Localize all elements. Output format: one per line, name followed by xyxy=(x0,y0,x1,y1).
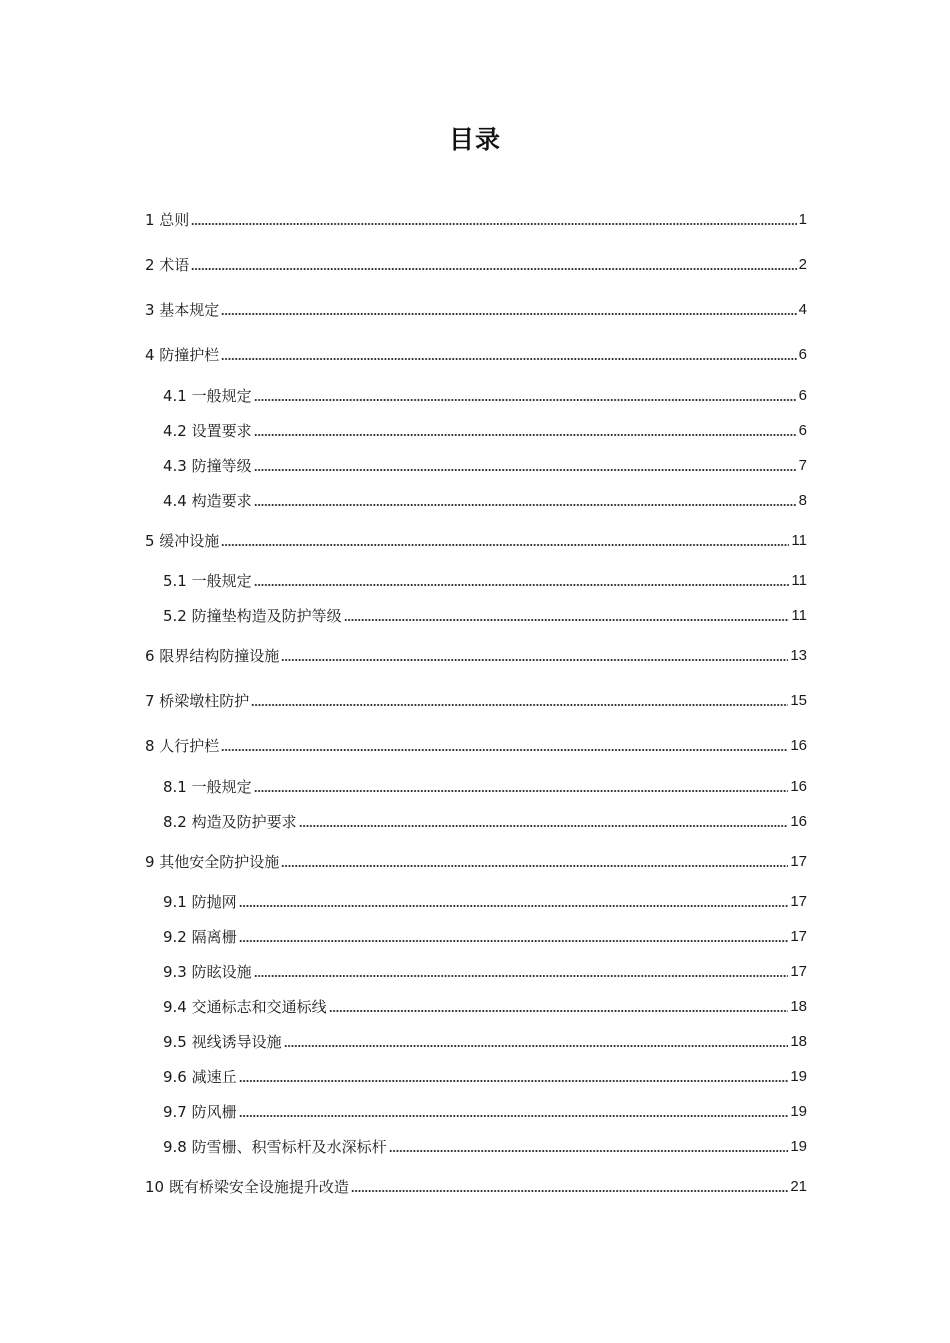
toc-entry[interactable] xyxy=(163,1100,807,1122)
toc-entry[interactable] xyxy=(163,1135,807,1157)
toc-entry[interactable] xyxy=(163,569,807,591)
toc-entry[interactable] xyxy=(145,208,807,230)
toc-dot-leader xyxy=(389,1148,789,1153)
toc-entry[interactable] xyxy=(163,454,807,476)
toc-entry[interactable] xyxy=(145,1175,807,1197)
toc-entry-page-number: 16 xyxy=(790,778,807,795)
toc-entry-label: 4.3 防撞等级 xyxy=(163,457,252,475)
toc-entry-page-number: 16 xyxy=(790,737,807,754)
toc-dot-leader xyxy=(351,1188,788,1193)
toc-entry-label: 1 总则 xyxy=(145,211,190,229)
toc-entry-page-number: 6 xyxy=(798,422,807,439)
toc-dot-leader xyxy=(254,432,797,437)
toc-entry[interactable] xyxy=(145,529,807,551)
toc-dot-leader xyxy=(251,702,788,707)
toc-entry-page-number: 1 xyxy=(798,211,807,228)
toc-entry-label: 3 基本规定 xyxy=(145,301,220,319)
toc-entry-page-number: 4 xyxy=(798,301,807,318)
toc-entry-label: 7 桥梁墩柱防护 xyxy=(145,692,250,710)
toc-entry-label: 9.1 防抛网 xyxy=(163,893,237,911)
toc-entry[interactable] xyxy=(145,850,807,872)
toc-entry[interactable] xyxy=(163,1065,807,1087)
toc-dot-leader xyxy=(221,356,796,361)
toc-entry[interactable] xyxy=(163,604,807,626)
toc-dot-leader xyxy=(191,266,796,271)
page-title: 目录 xyxy=(448,125,501,154)
toc-entry-page-number: 19 xyxy=(790,1103,807,1120)
toc-entry-label: 9.3 防眩设施 xyxy=(163,963,252,981)
toc-entry[interactable] xyxy=(145,689,807,711)
toc-entry-page-number: 2 xyxy=(798,256,807,273)
toc-entry-label: 5.2 防撞垫构造及防护等级 xyxy=(163,607,342,625)
toc-dot-leader xyxy=(254,502,797,507)
toc-entry[interactable] xyxy=(163,489,807,511)
toc-entry-page-number: 11 xyxy=(791,572,807,589)
toc-entry-page-number: 6 xyxy=(798,387,807,404)
toc-entry[interactable] xyxy=(163,384,807,406)
toc-entry-label: 5 缓冲设施 xyxy=(145,532,220,550)
toc-dot-leader xyxy=(221,542,789,547)
toc-entry[interactable] xyxy=(163,960,807,982)
toc-entry-label: 9.7 防风栅 xyxy=(163,1103,237,1121)
toc-dot-leader xyxy=(281,657,788,662)
toc-entry-page-number: 16 xyxy=(790,813,807,830)
toc-entry-page-number: 7 xyxy=(798,457,807,474)
toc-entry-page-number: 11 xyxy=(791,532,807,549)
toc-dot-leader xyxy=(254,397,797,402)
toc-entry-page-number: 11 xyxy=(791,607,807,624)
toc-entry-label: 5.1 一般规定 xyxy=(163,572,252,590)
toc-entry-label: 9.8 防雪栅、积雪标杆及水深标杆 xyxy=(163,1138,387,1156)
toc-entry-page-number: 17 xyxy=(790,853,807,870)
toc-entry-page-number: 17 xyxy=(790,963,807,980)
toc-entry[interactable] xyxy=(163,995,807,1017)
toc-entry-label: 4.2 设置要求 xyxy=(163,422,252,440)
toc-dot-leader xyxy=(254,973,789,978)
toc-entry-page-number: 18 xyxy=(790,998,807,1015)
toc-entry-label: 6 限界结构防撞设施 xyxy=(145,647,280,665)
toc-entry-label: 9.6 减速丘 xyxy=(163,1068,237,1086)
toc-entry-label: 4.4 构造要求 xyxy=(163,492,252,510)
toc-entry-label: 8.2 构造及防护要求 xyxy=(163,813,297,831)
toc-entry[interactable] xyxy=(163,890,807,912)
toc-dot-leader xyxy=(254,788,789,793)
toc-dot-leader xyxy=(191,221,796,226)
toc-entry-label: 4.1 一般规定 xyxy=(163,387,252,405)
toc-dot-leader xyxy=(281,863,788,868)
toc-entry[interactable] xyxy=(163,810,807,832)
toc-entry-page-number: 15 xyxy=(790,692,807,709)
toc-entry-page-number: 19 xyxy=(790,1138,807,1155)
toc-entry-label: 4 防撞护栏 xyxy=(145,346,220,364)
toc-entry-label: 9.5 视线诱导设施 xyxy=(163,1033,282,1051)
toc-entry-label: 9 其他安全防护设施 xyxy=(145,853,280,871)
toc-entry[interactable] xyxy=(163,1030,807,1052)
toc-entry-label: 8.1 一般规定 xyxy=(163,778,252,796)
toc-entry-page-number: 8 xyxy=(798,492,807,509)
toc-entry-page-number: 6 xyxy=(798,346,807,363)
toc-entry[interactable] xyxy=(163,925,807,947)
toc-entry-page-number: 19 xyxy=(790,1068,807,1085)
toc-dot-leader xyxy=(221,311,796,316)
toc-dot-leader xyxy=(221,747,788,752)
toc-entry-page-number: 18 xyxy=(790,1033,807,1050)
toc-entry-label: 2 术语 xyxy=(145,256,190,274)
toc-dot-leader xyxy=(284,1043,789,1048)
toc-entry-page-number: 17 xyxy=(790,893,807,910)
toc-entry[interactable] xyxy=(163,419,807,441)
toc-entry-page-number: 21 xyxy=(790,1178,807,1195)
toc-entry[interactable] xyxy=(145,734,807,756)
toc-dot-leader xyxy=(344,617,790,622)
toc-entry[interactable] xyxy=(163,775,807,797)
toc-dot-leader xyxy=(254,467,797,472)
toc-entry[interactable] xyxy=(145,343,807,365)
toc-entry-label: 9.2 隔离栅 xyxy=(163,928,237,946)
toc-dot-leader xyxy=(239,1113,789,1118)
toc-dot-leader xyxy=(239,1078,789,1083)
toc-dot-leader xyxy=(239,903,789,908)
toc-dot-leader xyxy=(299,823,789,828)
toc-entry[interactable] xyxy=(145,644,807,666)
toc-entry-label: 9.4 交通标志和交通标线 xyxy=(163,998,327,1016)
toc-entry-page-number: 13 xyxy=(790,647,807,664)
toc-entry-label: 8 人行护栏 xyxy=(145,737,220,755)
toc-entry-page-number: 17 xyxy=(790,928,807,945)
toc-entry[interactable] xyxy=(145,253,807,275)
toc-entry[interactable] xyxy=(145,298,807,320)
toc-dot-leader xyxy=(329,1008,789,1013)
toc-dot-leader xyxy=(254,582,790,587)
toc-dot-leader xyxy=(239,938,789,943)
toc-entry-label: 10 既有桥梁安全设施提升改造 xyxy=(145,1178,349,1196)
